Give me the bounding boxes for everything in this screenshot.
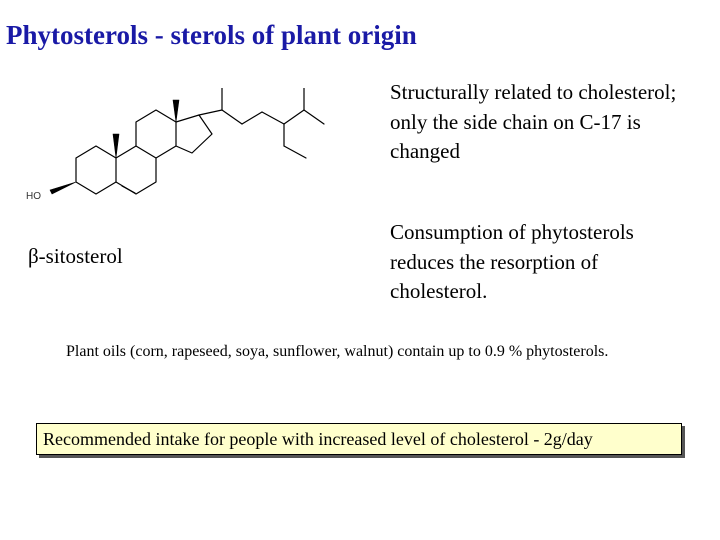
consumption-note: Consumption of phytosterols reduces the resorption of cholesterol. [390, 220, 634, 303]
page-title: Phytosterols - sterols of plant origin [6, 20, 417, 50]
molecule-name: β-sitosterol [28, 244, 123, 268]
recommendation-text: Recommended intake for people with increased level of cholesterol - 2g/day [43, 429, 593, 449]
plant-oils-note: Plant oils (corn, rapeseed, soya, sunflower, walnut) contain up to 0.9 % phytosterols. [66, 343, 609, 360]
hydroxyl-label: HO [26, 191, 41, 202]
beta-sitosterol-structure [22, 88, 332, 228]
recommendation-box [36, 423, 682, 455]
structure-note: Structurally related to cholesterol; only the side chain on C-17 is changed [390, 80, 677, 163]
